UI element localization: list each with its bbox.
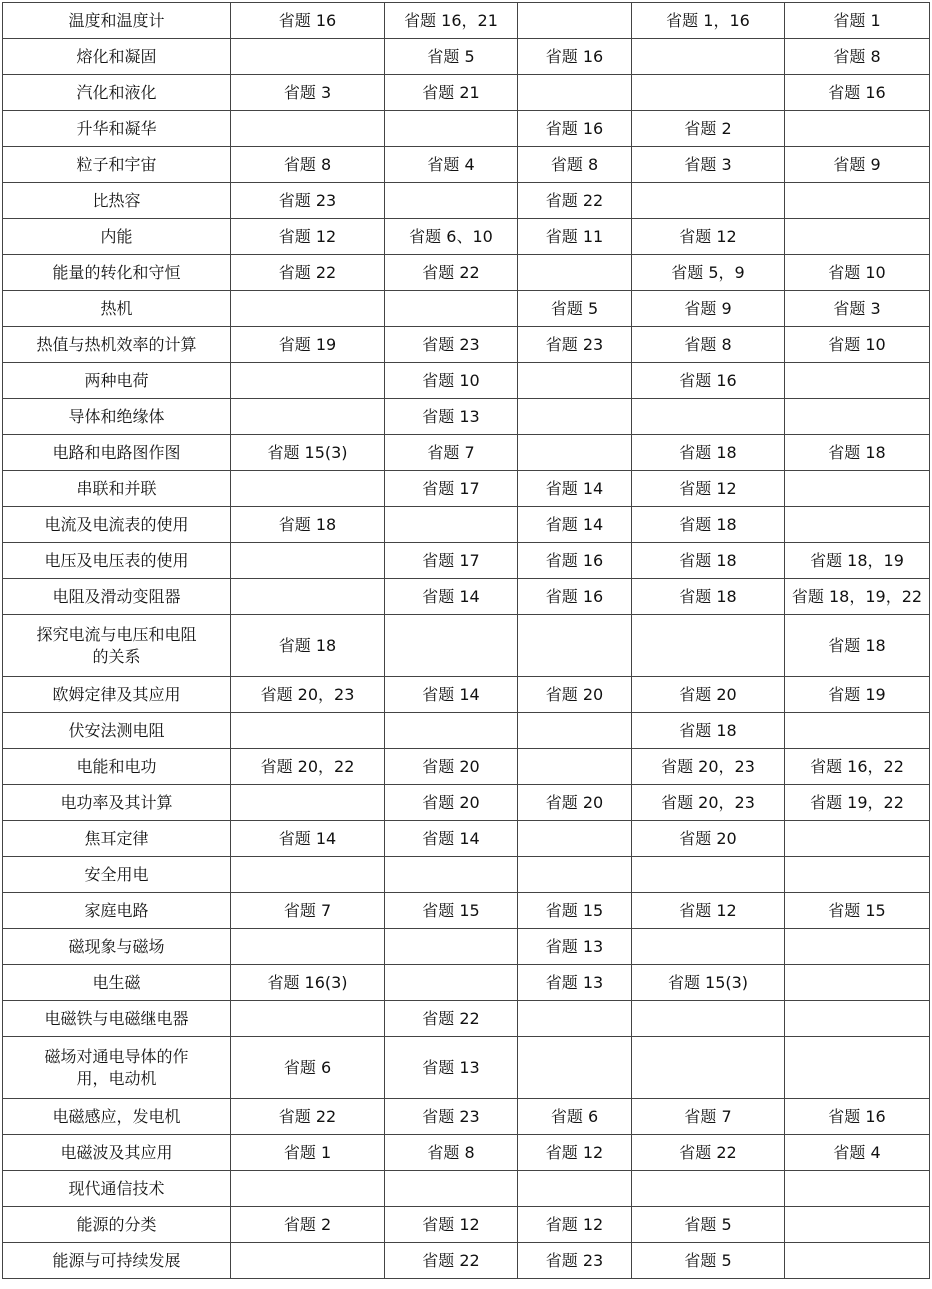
question-cell: 省题 18 xyxy=(632,507,785,543)
question-cell: 省题 15 xyxy=(785,893,930,929)
table-row xyxy=(3,1207,930,1243)
question-cell: 省题 18 xyxy=(632,543,785,579)
question-cell: 省题 15(3) xyxy=(632,965,785,1001)
question-cell: 省题 16 xyxy=(518,111,632,147)
question-cell: 省题 20 xyxy=(518,785,632,821)
question-cell xyxy=(231,471,385,507)
question-cell xyxy=(231,1001,385,1037)
question-cell: 省题 15 xyxy=(518,893,632,929)
table-row xyxy=(3,749,930,785)
question-cell xyxy=(518,1037,632,1099)
question-cell xyxy=(385,507,518,543)
topic-cell: 汽化和液化 xyxy=(3,75,231,111)
table-row xyxy=(3,1037,930,1099)
topic-cell: 电磁波及其应用 xyxy=(3,1135,231,1171)
question-cell: 省题 10 xyxy=(385,363,518,399)
question-cell: 省题 3 xyxy=(231,75,385,111)
question-cell: 省题 6、10 xyxy=(385,219,518,255)
question-cell: 省题 19，22 xyxy=(785,785,930,821)
table-row xyxy=(3,677,930,713)
question-cell xyxy=(385,929,518,965)
question-cell: 省题 18 xyxy=(785,615,930,677)
question-cell xyxy=(785,507,930,543)
question-cell xyxy=(518,1001,632,1037)
question-cell: 省题 7 xyxy=(385,435,518,471)
question-cell: 省题 18 xyxy=(632,713,785,749)
topic-cell: 热机 xyxy=(3,291,231,327)
question-cell: 省题 4 xyxy=(385,147,518,183)
question-cell: 省题 12 xyxy=(231,219,385,255)
question-cell: 省题 18 xyxy=(231,507,385,543)
question-cell: 省题 18，19 xyxy=(785,543,930,579)
question-cell xyxy=(632,399,785,435)
question-cell xyxy=(785,821,930,857)
question-cell xyxy=(785,965,930,1001)
question-cell: 省题 10 xyxy=(785,327,930,363)
question-cell: 省题 12 xyxy=(632,219,785,255)
table-row xyxy=(3,713,930,749)
question-cell: 省题 23 xyxy=(385,327,518,363)
question-cell xyxy=(385,857,518,893)
question-cell xyxy=(231,543,385,579)
question-cell: 省题 13 xyxy=(518,929,632,965)
question-cell: 省题 15 xyxy=(385,893,518,929)
question-cell xyxy=(785,857,930,893)
question-cell xyxy=(518,615,632,677)
topic-cell: 粒子和宇宙 xyxy=(3,147,231,183)
question-cell: 省题 15(3) xyxy=(231,435,385,471)
table-row xyxy=(3,857,930,893)
table-row xyxy=(3,471,930,507)
question-cell xyxy=(231,713,385,749)
question-cell: 省题 16，22 xyxy=(785,749,930,785)
question-cell: 省题 8 xyxy=(231,147,385,183)
question-cell: 省题 16 xyxy=(518,39,632,75)
question-cell: 省题 20，22 xyxy=(231,749,385,785)
topic-cell: 能量的转化和守恒 xyxy=(3,255,231,291)
question-cell: 省题 16 xyxy=(632,363,785,399)
question-cell xyxy=(632,1171,785,1207)
question-cell: 省题 13 xyxy=(385,1037,518,1099)
topic-cell: 电生磁 xyxy=(3,965,231,1001)
question-cell: 省题 5 xyxy=(385,39,518,75)
question-cell xyxy=(518,857,632,893)
table-row xyxy=(3,507,930,543)
topic-cell: 电磁感应，发电机 xyxy=(3,1099,231,1135)
table-row xyxy=(3,219,930,255)
table-row xyxy=(3,363,930,399)
question-cell: 省题 13 xyxy=(385,399,518,435)
table-row xyxy=(3,327,930,363)
question-cell: 省题 22 xyxy=(231,255,385,291)
question-cell xyxy=(231,857,385,893)
table-row xyxy=(3,579,930,615)
question-cell: 省题 20 xyxy=(518,677,632,713)
topic-cell: 磁场对通电导体的作用，电动机 xyxy=(3,1037,231,1099)
question-cell: 省题 12 xyxy=(518,1207,632,1243)
question-cell xyxy=(785,363,930,399)
table-row xyxy=(3,1243,930,1279)
question-cell: 省题 16 xyxy=(518,543,632,579)
question-cell: 省题 14 xyxy=(518,471,632,507)
topic-cell: 欧姆定律及其应用 xyxy=(3,677,231,713)
question-cell xyxy=(785,713,930,749)
question-cell: 省题 18 xyxy=(231,615,385,677)
topic-cell: 现代通信技术 xyxy=(3,1171,231,1207)
table-row xyxy=(3,435,930,471)
table-row xyxy=(3,929,930,965)
question-cell: 省题 23 xyxy=(518,1243,632,1279)
question-cell xyxy=(632,1037,785,1099)
question-cell: 省题 7 xyxy=(632,1099,785,1135)
question-cell: 省题 13 xyxy=(518,965,632,1001)
question-cell: 省题 14 xyxy=(385,677,518,713)
question-cell: 省题 22 xyxy=(385,255,518,291)
question-cell xyxy=(785,1001,930,1037)
question-cell: 省题 16 xyxy=(231,3,385,39)
question-cell xyxy=(385,615,518,677)
question-cell xyxy=(785,219,930,255)
topic-cell: 导体和绝缘体 xyxy=(3,399,231,435)
question-cell: 省题 20，23 xyxy=(632,785,785,821)
question-cell: 省题 9 xyxy=(632,291,785,327)
question-cell xyxy=(785,183,930,219)
question-cell xyxy=(385,713,518,749)
topic-cell: 串联和并联 xyxy=(3,471,231,507)
question-cell: 省题 2 xyxy=(632,111,785,147)
question-cell: 省题 6 xyxy=(231,1037,385,1099)
question-cell xyxy=(632,929,785,965)
question-cell: 省题 14 xyxy=(231,821,385,857)
question-cell: 省题 17 xyxy=(385,471,518,507)
question-cell xyxy=(632,183,785,219)
question-cell xyxy=(231,1243,385,1279)
question-cell: 省题 3 xyxy=(785,291,930,327)
question-cell xyxy=(632,75,785,111)
question-cell xyxy=(385,111,518,147)
question-cell: 省题 5 xyxy=(632,1243,785,1279)
question-cell: 省题 22 xyxy=(632,1135,785,1171)
question-cell: 省题 8 xyxy=(385,1135,518,1171)
question-cell: 省题 5 xyxy=(632,1207,785,1243)
topic-cell: 热值与热机效率的计算 xyxy=(3,327,231,363)
question-cell: 省题 12 xyxy=(632,471,785,507)
topic-cell: 温度和温度计 xyxy=(3,3,231,39)
table-row xyxy=(3,893,930,929)
question-cell xyxy=(518,363,632,399)
question-cell: 省题 8 xyxy=(632,327,785,363)
question-cell: 省题 14 xyxy=(518,507,632,543)
question-cell: 省题 10 xyxy=(785,255,930,291)
question-cell: 省题 20 xyxy=(632,821,785,857)
question-cell: 省题 14 xyxy=(385,579,518,615)
question-cell: 省题 12 xyxy=(385,1207,518,1243)
question-cell xyxy=(785,929,930,965)
table-row xyxy=(3,291,930,327)
question-cell xyxy=(785,1171,930,1207)
question-cell xyxy=(231,363,385,399)
question-cell xyxy=(632,39,785,75)
table-row xyxy=(3,1135,930,1171)
question-cell xyxy=(385,965,518,1001)
topic-cell: 焦耳定律 xyxy=(3,821,231,857)
question-cell xyxy=(632,1001,785,1037)
topic-cell: 电能和电功 xyxy=(3,749,231,785)
table-row xyxy=(3,965,930,1001)
topic-cell: 安全用电 xyxy=(3,857,231,893)
question-cell xyxy=(518,821,632,857)
question-cell: 省题 12 xyxy=(632,893,785,929)
question-cell xyxy=(231,111,385,147)
question-cell xyxy=(518,75,632,111)
topic-cell: 能源与可持续发展 xyxy=(3,1243,231,1279)
topic-cell: 伏安法测电阻 xyxy=(3,713,231,749)
question-cell: 省题 19 xyxy=(785,677,930,713)
question-cell xyxy=(385,1171,518,1207)
table-row xyxy=(3,147,930,183)
question-cell xyxy=(785,1243,930,1279)
question-cell xyxy=(518,255,632,291)
question-cell: 省题 19 xyxy=(231,327,385,363)
question-cell: 省题 22 xyxy=(231,1099,385,1135)
topic-cell: 电阻及滑动变阻器 xyxy=(3,579,231,615)
question-cell: 省题 8 xyxy=(785,39,930,75)
table-row xyxy=(3,785,930,821)
question-cell xyxy=(231,579,385,615)
question-cell: 省题 20 xyxy=(385,749,518,785)
question-cell: 省题 5，9 xyxy=(632,255,785,291)
question-cell xyxy=(518,3,632,39)
table-row xyxy=(3,1171,930,1207)
question-cell xyxy=(785,1207,930,1243)
question-cell: 省题 20 xyxy=(632,677,785,713)
question-cell: 省题 22 xyxy=(518,183,632,219)
topic-cell: 探究电流与电压和电阻的关系 xyxy=(3,615,231,677)
topic-cell: 电流及电流表的使用 xyxy=(3,507,231,543)
topic-cell: 内能 xyxy=(3,219,231,255)
question-cell xyxy=(231,929,385,965)
question-cell: 省题 1，16 xyxy=(632,3,785,39)
table-row xyxy=(3,75,930,111)
question-cell xyxy=(231,399,385,435)
question-cell: 省题 16 xyxy=(518,579,632,615)
table-row xyxy=(3,1099,930,1135)
question-cell: 省题 20，23 xyxy=(231,677,385,713)
question-cell xyxy=(231,39,385,75)
question-cell: 省题 11 xyxy=(518,219,632,255)
topic-cell: 磁现象与磁场 xyxy=(3,929,231,965)
topic-cell: 比热容 xyxy=(3,183,231,219)
question-cell: 省题 18 xyxy=(632,579,785,615)
question-cell xyxy=(518,399,632,435)
question-cell: 省题 6 xyxy=(518,1099,632,1135)
question-cell: 省题 18，19，22 xyxy=(785,579,930,615)
table-row xyxy=(3,615,930,677)
question-cell: 省题 23 xyxy=(385,1099,518,1135)
topic-cell: 电压及电压表的使用 xyxy=(3,543,231,579)
table-row xyxy=(3,543,930,579)
question-cell: 省题 21 xyxy=(385,75,518,111)
topic-cell: 家庭电路 xyxy=(3,893,231,929)
question-cell: 省题 12 xyxy=(518,1135,632,1171)
question-cell: 省题 18 xyxy=(785,435,930,471)
question-cell: 省题 7 xyxy=(231,893,385,929)
question-cell xyxy=(231,291,385,327)
question-cell: 省题 16 xyxy=(785,1099,930,1135)
question-cell xyxy=(385,183,518,219)
question-cell xyxy=(785,111,930,147)
table-row xyxy=(3,39,930,75)
topic-cell: 升华和凝华 xyxy=(3,111,231,147)
topic-cell: 电路和电路图作图 xyxy=(3,435,231,471)
question-cell: 省题 1 xyxy=(785,3,930,39)
question-cell xyxy=(518,1171,632,1207)
question-cell: 省题 18 xyxy=(632,435,785,471)
question-cell xyxy=(518,713,632,749)
question-cell: 省题 14 xyxy=(385,821,518,857)
exam-topic-table xyxy=(2,2,930,1279)
question-cell: 省题 2 xyxy=(231,1207,385,1243)
table-row xyxy=(3,255,930,291)
topic-cell: 熔化和凝固 xyxy=(3,39,231,75)
exam-topic-table-container xyxy=(2,2,929,1279)
question-cell xyxy=(518,749,632,785)
topic-cell: 能源的分类 xyxy=(3,1207,231,1243)
question-cell: 省题 20 xyxy=(385,785,518,821)
question-cell: 省题 9 xyxy=(785,147,930,183)
question-cell: 省题 1 xyxy=(231,1135,385,1171)
question-cell: 省题 22 xyxy=(385,1001,518,1037)
question-cell: 省题 23 xyxy=(518,327,632,363)
question-cell: 省题 8 xyxy=(518,147,632,183)
question-cell: 省题 3 xyxy=(632,147,785,183)
table-row xyxy=(3,111,930,147)
table-row xyxy=(3,3,930,39)
question-cell xyxy=(785,471,930,507)
table-row xyxy=(3,821,930,857)
question-cell xyxy=(518,435,632,471)
question-cell xyxy=(632,615,785,677)
table-row xyxy=(3,1001,930,1037)
question-cell: 省题 17 xyxy=(385,543,518,579)
topic-cell: 电磁铁与电磁继电器 xyxy=(3,1001,231,1037)
question-cell xyxy=(231,785,385,821)
question-cell: 省题 16 xyxy=(785,75,930,111)
question-cell xyxy=(385,291,518,327)
question-cell xyxy=(632,857,785,893)
question-cell: 省题 20，23 xyxy=(632,749,785,785)
question-cell xyxy=(785,399,930,435)
table-row xyxy=(3,399,930,435)
question-cell: 省题 23 xyxy=(231,183,385,219)
table-body xyxy=(3,3,930,1279)
question-cell: 省题 4 xyxy=(785,1135,930,1171)
topic-cell: 两种电荷 xyxy=(3,363,231,399)
question-cell: 省题 22 xyxy=(385,1243,518,1279)
question-cell: 省题 5 xyxy=(518,291,632,327)
question-cell xyxy=(231,1171,385,1207)
question-cell: 省题 16，21 xyxy=(385,3,518,39)
question-cell xyxy=(785,1037,930,1099)
question-cell: 省题 16(3) xyxy=(231,965,385,1001)
table-row xyxy=(3,183,930,219)
topic-cell: 电功率及其计算 xyxy=(3,785,231,821)
